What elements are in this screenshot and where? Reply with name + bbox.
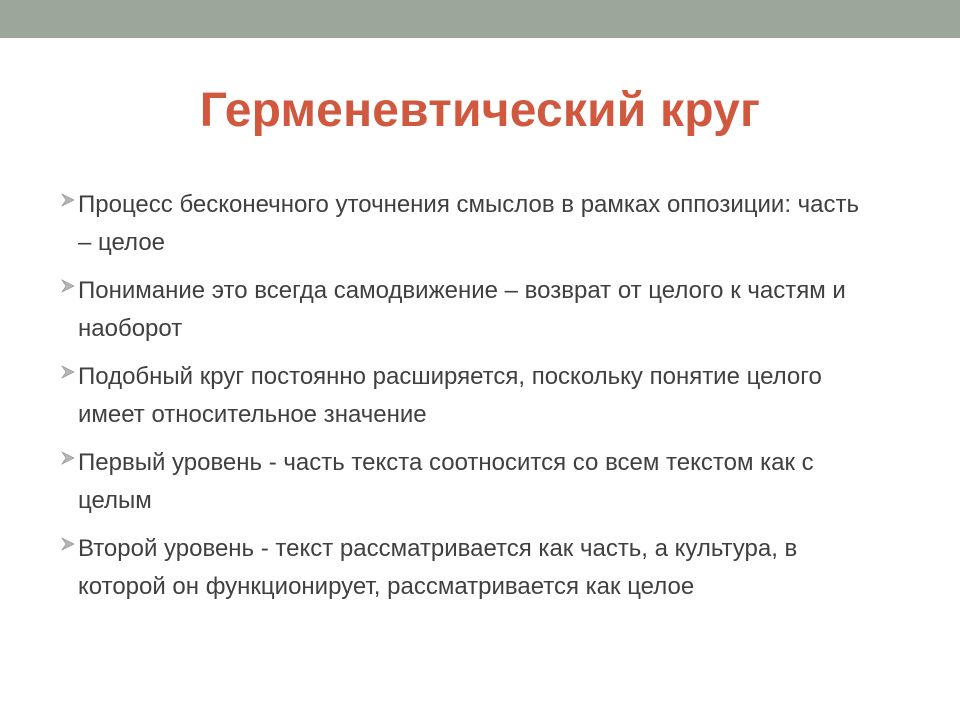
bullet-text-1: Процесс бесконечного уточнения смыслов в рамках оппозиции: часть – целое [78,191,860,256]
bullet-text-3: Подобный круг постоянно расширяется, поскольку понятие целого имеет относительное значение [78,363,822,428]
arrowhead-bullet-icon [60,278,76,294]
arrowhead-bullet-icon [60,192,76,208]
bullet-item-4 [60,444,860,520]
bullet-item-3 [60,358,860,434]
bullet-text-4: Первый уровень - часть текста соотносится со всем текстом как с целым [78,449,814,514]
bullet-item-2 [60,272,860,348]
top-band [0,0,960,38]
bullet-list [60,186,860,616]
bullet-item-1 [60,186,860,262]
arrowhead-bullet-icon [60,364,76,380]
bullet-text-5: Второй уровень - текст рассматривается как часть, а культура, в которой он функционирует, рассматривается как целое [78,535,798,600]
bullet-text-2: Понимание это всегда самодвижение – возврат от целого к частям и наоборот [78,277,846,342]
arrowhead-bullet-icon [60,536,76,552]
slide-title: Герменевтический круг [199,84,761,137]
bullet-item-5 [60,530,860,606]
arrowhead-bullet-icon [60,450,76,466]
